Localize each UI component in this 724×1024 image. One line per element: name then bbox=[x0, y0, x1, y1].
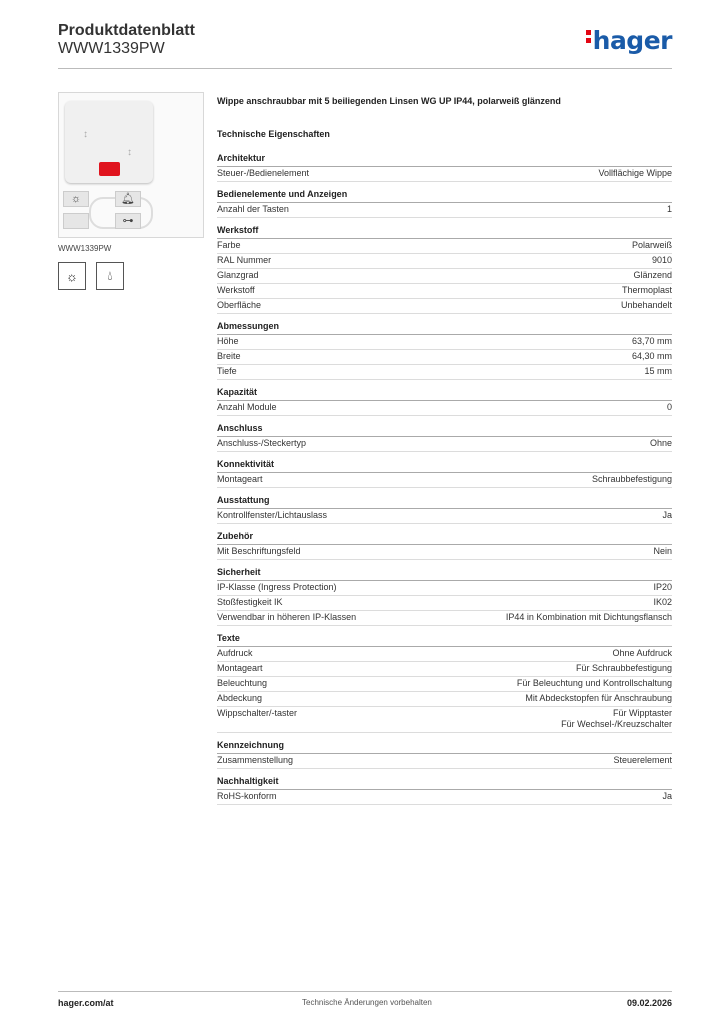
property-label: Beleuchtung bbox=[217, 678, 268, 688]
section-heading: Werkstoff bbox=[217, 225, 672, 239]
property-value bbox=[561, 708, 672, 730]
property-value bbox=[662, 510, 672, 521]
property-value-line: 64,30 mm bbox=[631, 351, 672, 361]
property-label: Verwendbar in höheren IP-Klassen bbox=[217, 612, 357, 622]
property-label: Abdeckung bbox=[217, 693, 263, 703]
property-label: Glanzgrad bbox=[217, 270, 259, 280]
property-section bbox=[217, 225, 672, 314]
property-value-line: Für Wechsel-/Kreuzschalter bbox=[561, 719, 672, 729]
section-heading: Kapazität bbox=[217, 387, 672, 401]
page-title: Produktdatenblatt bbox=[58, 22, 195, 39]
property-row bbox=[217, 596, 672, 611]
header-divider bbox=[58, 68, 672, 69]
property-row bbox=[217, 790, 672, 805]
property-label: RoHS-konform bbox=[217, 791, 277, 801]
property-section bbox=[217, 633, 672, 733]
property-row bbox=[217, 167, 672, 182]
section-heading: Architektur bbox=[217, 153, 672, 167]
blank-lens-icon bbox=[63, 213, 89, 229]
property-label: Farbe bbox=[217, 240, 241, 250]
property-label: Werkstoff bbox=[217, 285, 255, 295]
property-label: Anzahl der Tasten bbox=[217, 204, 289, 214]
property-value bbox=[652, 255, 672, 266]
property-label: Kontrollfenster/Lichtauslass bbox=[217, 510, 328, 520]
property-value bbox=[662, 791, 672, 802]
property-value bbox=[653, 582, 672, 593]
property-value-line: Mit Abdeckstopfen für Anschraubung bbox=[525, 693, 672, 703]
property-value bbox=[650, 438, 672, 449]
property-row bbox=[217, 284, 672, 299]
light-symbol-icon: ☼ bbox=[58, 262, 86, 290]
property-row bbox=[217, 365, 672, 380]
property-row bbox=[217, 662, 672, 677]
property-value bbox=[576, 663, 672, 674]
property-section bbox=[217, 153, 672, 182]
property-value-line: Für Wipptaster bbox=[612, 708, 672, 718]
section-heading: Anschluss bbox=[217, 423, 672, 437]
property-value-line: 63,70 mm bbox=[631, 336, 672, 346]
property-value-line: Für Beleuchtung und Kontrollschaltung bbox=[516, 678, 672, 688]
property-value bbox=[622, 285, 672, 296]
property-value bbox=[653, 597, 672, 608]
property-section bbox=[217, 531, 672, 560]
property-row bbox=[217, 545, 672, 560]
property-row bbox=[217, 581, 672, 596]
property-value-line: Für Schraubbefestigung bbox=[575, 663, 672, 673]
arrow-down-icon: ↕ bbox=[127, 147, 132, 158]
property-value-line: Unbehandelt bbox=[620, 300, 672, 310]
section-heading: Konnektivität bbox=[217, 459, 672, 473]
property-value bbox=[517, 678, 672, 689]
footer-notice: Technische Änderungen vorbehalten bbox=[302, 998, 432, 1007]
property-section bbox=[217, 740, 672, 769]
property-row bbox=[217, 239, 672, 254]
property-label: Höhe bbox=[217, 336, 239, 346]
property-value bbox=[667, 204, 672, 215]
property-value-line: IP44 in Kombination mit Dichtungsflansch bbox=[505, 612, 672, 622]
property-value bbox=[598, 168, 672, 179]
property-row bbox=[217, 203, 672, 218]
property-value bbox=[653, 546, 672, 557]
property-label: Zusammenstellung bbox=[217, 755, 294, 765]
property-value-line: Thermoplast bbox=[621, 285, 672, 295]
footer-website: hager.com/at bbox=[58, 998, 114, 1008]
product-image bbox=[58, 92, 204, 238]
property-value bbox=[632, 240, 672, 251]
property-value-line: 9010 bbox=[651, 255, 672, 265]
property-row bbox=[217, 335, 672, 350]
property-value bbox=[667, 402, 672, 413]
property-value bbox=[632, 351, 672, 362]
indicator-lamp bbox=[99, 162, 120, 176]
property-row bbox=[217, 647, 672, 662]
property-section bbox=[217, 387, 672, 416]
property-label: Oberfläche bbox=[217, 300, 262, 310]
property-section bbox=[217, 423, 672, 452]
property-row bbox=[217, 401, 672, 416]
section-heading: Sicherheit bbox=[217, 567, 672, 581]
rocker-switch-image bbox=[65, 101, 153, 183]
property-section bbox=[217, 189, 672, 218]
property-label: IP-Klasse (Ingress Protection) bbox=[217, 582, 337, 592]
property-row bbox=[217, 509, 672, 524]
property-label: Anschluss-/Steckertyp bbox=[217, 438, 307, 448]
property-value-line: Glänzend bbox=[633, 270, 672, 280]
property-value bbox=[633, 270, 672, 281]
page-header bbox=[58, 20, 672, 68]
property-value-line: Steuerelement bbox=[613, 755, 672, 765]
section-heading: Zubehör bbox=[217, 531, 672, 545]
properties-list bbox=[217, 153, 672, 805]
property-value bbox=[644, 366, 672, 377]
property-value-line: Schraubbefestigung bbox=[591, 474, 672, 484]
technical-properties-heading: Technische Eigenschaften bbox=[217, 129, 330, 139]
property-label: Montageart bbox=[217, 474, 263, 484]
property-value bbox=[525, 693, 672, 704]
property-section bbox=[217, 567, 672, 626]
property-row bbox=[217, 350, 672, 365]
property-value bbox=[592, 474, 672, 485]
property-label: Mit Beschriftungsfeld bbox=[217, 546, 301, 556]
section-heading: Bedienelemente und Anzeigen bbox=[217, 189, 672, 203]
hager-logo: hager bbox=[586, 26, 672, 55]
property-row bbox=[217, 707, 672, 733]
product-code: WWW1339PW bbox=[58, 40, 165, 57]
property-section bbox=[217, 495, 672, 524]
section-heading: Ausstattung bbox=[217, 495, 672, 509]
property-value-line: Ohne Aufdruck bbox=[612, 648, 672, 658]
product-description: Wippe anschraubbar mit 5 beiliegenden Linsen WG UP IP44, polarweiß glänzend bbox=[217, 96, 561, 106]
property-label: Aufdruck bbox=[217, 648, 253, 658]
property-label: Steuer-/Bedienelement bbox=[217, 168, 310, 178]
arrow-up-icon: ↕ bbox=[83, 129, 88, 140]
property-row bbox=[217, 437, 672, 452]
property-value-line: 1 bbox=[666, 204, 672, 214]
property-row bbox=[217, 611, 672, 626]
footer-divider bbox=[58, 991, 672, 992]
bell-icon: 🔔︎ bbox=[115, 191, 141, 207]
product-caption: WWW1339PW bbox=[58, 244, 112, 253]
property-row bbox=[217, 254, 672, 269]
property-value-line: Vollflächige Wippe bbox=[598, 168, 672, 178]
property-row bbox=[217, 677, 672, 692]
property-value bbox=[613, 755, 672, 766]
property-label: Anzahl Module bbox=[217, 402, 277, 412]
property-value-line: Ja bbox=[662, 791, 672, 801]
property-value-line: Nein bbox=[653, 546, 672, 556]
property-label: Stoßfestigkeit IK bbox=[217, 597, 283, 607]
property-label: RAL Nummer bbox=[217, 255, 272, 265]
property-label: Tiefe bbox=[217, 366, 237, 376]
property-value bbox=[632, 336, 672, 347]
property-section bbox=[217, 459, 672, 488]
property-value-line: Ja bbox=[662, 510, 672, 520]
property-value bbox=[612, 648, 672, 659]
key-icon: ⊶ bbox=[115, 213, 141, 229]
property-value-line: 0 bbox=[666, 402, 672, 412]
property-value-line: Ohne bbox=[649, 438, 672, 448]
section-heading: Texte bbox=[217, 633, 672, 647]
property-value-line: IK02 bbox=[653, 597, 672, 607]
property-row bbox=[217, 473, 672, 488]
property-label: Wippschalter/-taster bbox=[217, 708, 298, 718]
property-row bbox=[217, 299, 672, 314]
section-heading: Abmessungen bbox=[217, 321, 672, 335]
property-value-line: 15 mm bbox=[644, 366, 672, 376]
property-value bbox=[506, 612, 672, 623]
property-section bbox=[217, 776, 672, 805]
property-row bbox=[217, 692, 672, 707]
datasheet-content bbox=[217, 96, 672, 812]
lens-set-image bbox=[59, 191, 203, 233]
logo-dots-icon bbox=[586, 27, 591, 46]
section-heading: Nachhaltigkeit bbox=[217, 776, 672, 790]
property-value-line: Polarweiß bbox=[631, 240, 672, 250]
water-drops-icon: 💧︎ bbox=[96, 262, 124, 290]
property-row bbox=[217, 269, 672, 284]
section-heading: Kennzeichnung bbox=[217, 740, 672, 754]
property-row bbox=[217, 754, 672, 769]
footer-date: 09.02.2026 bbox=[626, 998, 672, 1008]
property-label: Breite bbox=[217, 351, 241, 361]
property-section bbox=[217, 321, 672, 380]
property-value bbox=[621, 300, 672, 311]
property-label: Montageart bbox=[217, 663, 263, 673]
property-value-line: IP20 bbox=[653, 582, 672, 592]
light-bulb-icon: ☼ bbox=[63, 191, 89, 207]
